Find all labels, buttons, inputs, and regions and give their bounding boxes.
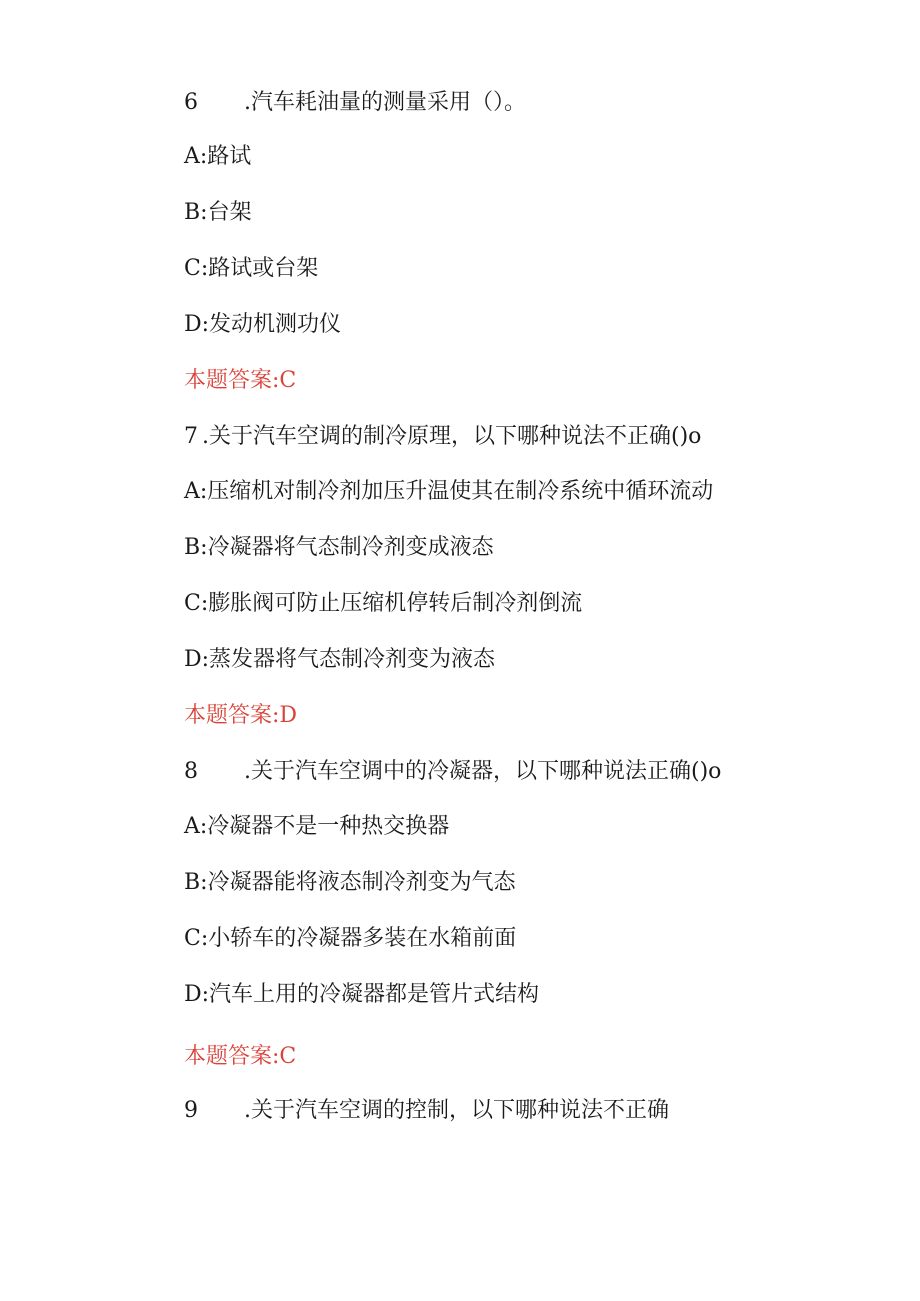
answer-line: 本题答案:D	[184, 703, 298, 728]
question-text: .汽车耗油量的测量采用（）。	[244, 90, 526, 115]
option-d: D:蒸发器将气态制冷剂变为液态	[184, 647, 496, 672]
option-d: D:发动机测功仪	[184, 312, 342, 337]
answer-line: 本题答案:C	[184, 368, 297, 393]
option-a: A:路试	[184, 144, 252, 169]
option-a: A:压缩机对制冷剂加压升温使其在制冷系统中循环流动	[184, 479, 714, 504]
option-d: D:汽车上用的冷凝器都是管片式结构	[184, 982, 540, 1007]
question-number: 6	[184, 90, 198, 115]
option-c: C:路试或台架	[184, 256, 319, 281]
question-text: .关于汽车空调的控制，以下哪种说法不正确	[244, 1098, 669, 1123]
option-a: A:冷凝器不是一种热交换器	[184, 814, 450, 839]
answer-line: 本题答案:C	[184, 1044, 297, 1069]
question-9	[184, 1096, 669, 1126]
option-c: C:小轿车的冷凝器多装在水箱前面	[184, 926, 517, 951]
question-text: .关于汽车空调的制冷原理，以下哪种说法不正确()o	[202, 424, 702, 449]
question-number: 7	[184, 424, 198, 449]
question-8	[184, 757, 721, 787]
question-text: .关于汽车空调中的冷凝器，以下哪种说法正确()o	[244, 759, 722, 784]
option-b: B:台架	[184, 200, 252, 225]
question-number: 8	[184, 759, 198, 784]
question-number: 9	[184, 1098, 198, 1123]
option-b: B:冷凝器能将液态制冷剂变为气态	[184, 870, 516, 895]
question-7	[184, 422, 701, 452]
question-6	[184, 88, 526, 118]
option-b: B:冷凝器将气态制冷剂变成液态	[184, 535, 494, 560]
option-c: C:膨胀阀可防止压缩机停转后制冷剂倒流	[184, 591, 583, 616]
